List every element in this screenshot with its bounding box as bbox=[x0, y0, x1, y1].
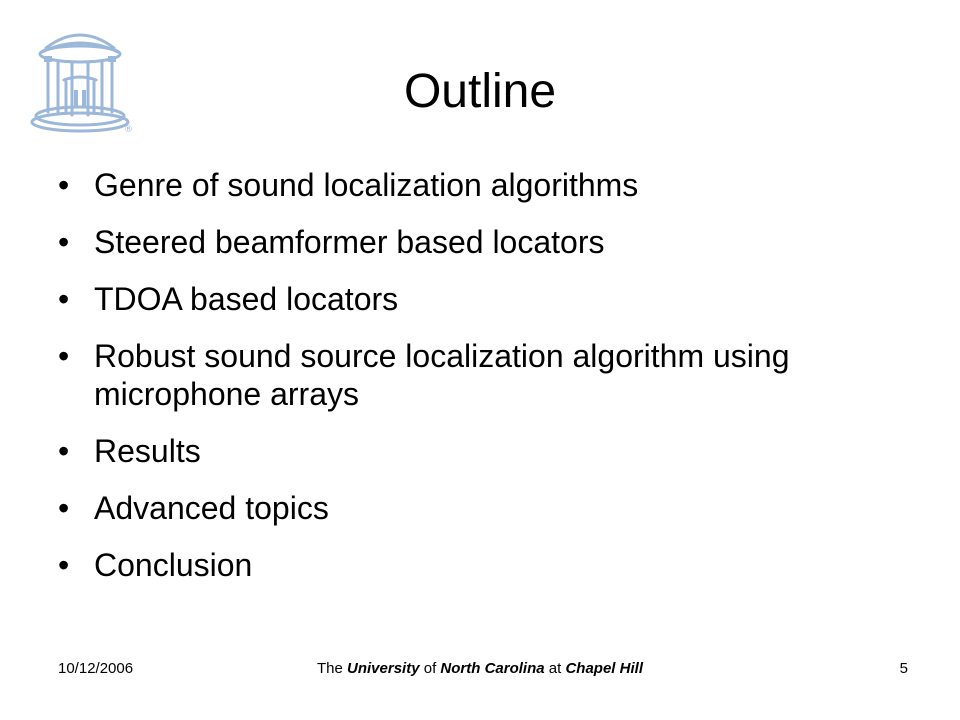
bullet-icon: • bbox=[58, 490, 70, 526]
list-item bbox=[58, 223, 918, 261]
bullet-icon: • bbox=[58, 433, 70, 469]
bullet-text: Steered beamformer based locators bbox=[94, 224, 605, 260]
bullet-text: Robust sound source localization algorithm using microphone arrays bbox=[94, 338, 790, 412]
bullet-icon: • bbox=[58, 224, 70, 260]
bullet-text: Results bbox=[94, 433, 201, 469]
footer-org-part: of bbox=[419, 660, 441, 677]
list-item bbox=[58, 432, 918, 470]
bullet-icon: • bbox=[58, 547, 70, 583]
bullet-icon: • bbox=[58, 281, 70, 317]
bullet-text: Genre of sound localization algorithms bbox=[94, 167, 639, 203]
footer-org-part: North Carolina bbox=[440, 660, 545, 677]
list-item bbox=[58, 489, 918, 527]
bullet-text: Conclusion bbox=[94, 547, 253, 583]
list-item bbox=[58, 166, 918, 204]
list-item bbox=[58, 546, 918, 584]
footer-org-part: Chapel Hill bbox=[565, 660, 643, 677]
registered-mark: ® bbox=[124, 125, 133, 135]
page-number: 5 bbox=[899, 660, 908, 677]
footer-org-part: The bbox=[317, 660, 348, 677]
bullet-icon: • bbox=[58, 167, 70, 203]
list-item bbox=[58, 280, 918, 318]
footer-org-part: University bbox=[347, 660, 420, 677]
footer-org-part: at bbox=[544, 660, 566, 677]
bullet-text: Advanced topics bbox=[94, 490, 329, 526]
slide-title: Outline bbox=[403, 65, 557, 118]
list-item bbox=[58, 337, 918, 413]
bullet-icon: • bbox=[58, 338, 70, 374]
footer-organization bbox=[0, 660, 960, 678]
footer-date: 10/12/2006 bbox=[58, 660, 134, 677]
bullet-text: TDOA based locators bbox=[94, 281, 399, 317]
bullet-list bbox=[58, 166, 918, 603]
